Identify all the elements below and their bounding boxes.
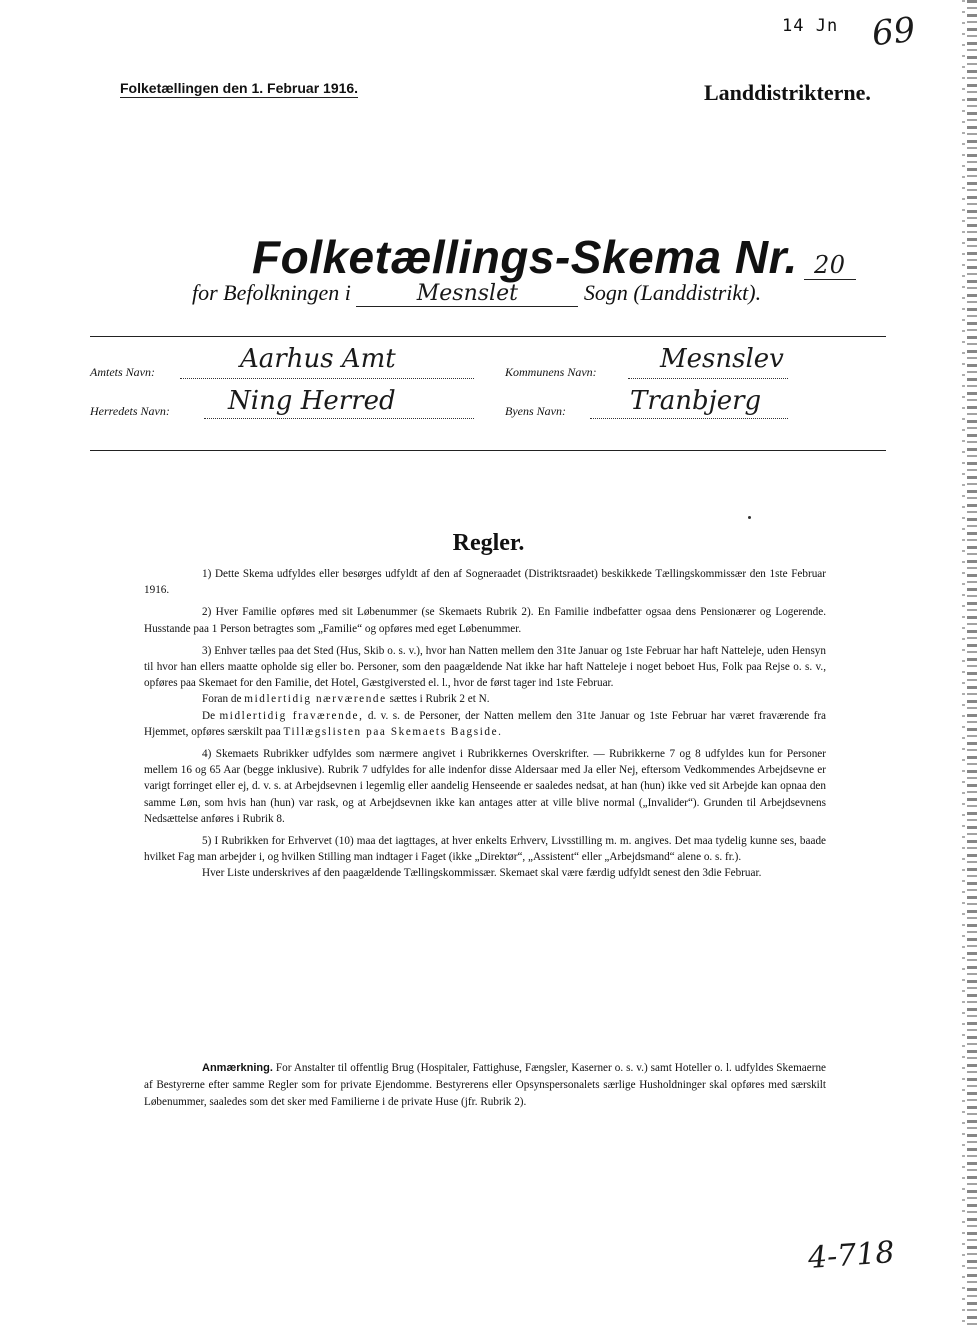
rule-3-present [144,691,826,707]
amt-value: Aarhus Amt [240,344,396,374]
by-value: Tranbjerg [630,386,762,416]
rule-6: Hver Liste underskrives af den paagældende Tællingskommissær. Skemaet skal være færdig udfyldt senest den 3die Februar. [202,867,762,880]
rule-4: 4) Skemaets Rubrikker udfyldes som nærmere angivet i Rubrikkernes Overskrifter. — Rubrikkerne 7 og 8 udfyldes kun for Personer mellem 16 og 65 Aar (begge inklusive). Rubrik 7 udfyldes for alle indenfor disse Aldersaar med Ja eller Nej, eftersom Vedkommendes Arbejdsevne er varigt forringet eller ej, d. v. s. at Arbejdsevnen i legemlig eller aandelig Henseende er saaledes nedsat, at han (hun) ikke ved sit Arbejde kan opnaa den samme Løn, som hvis han (hun) var rask, og at Arbejdsevnen ikke kan antages atter at ville blive normal („Invalider“). Grunden til Arbejdsevnens Nedsættelse anføres i Rubrik 8. [144,748,826,825]
rule-3-absent-pre: De [202,709,216,722]
rule-3-absent-mid: d. v. s. de Personer, der Natten mellem den 31te Januar og 1ste Februar har været fraværende fra Hjemmet, opføres særskilt paa [144,709,827,738]
rule-3-absent-spaced: midlertidig fraværende, [219,709,364,722]
rule-3-absent [144,708,826,740]
rule-5: 5) I Rubrikken for Erhvervet (10) maa det iagttages, at hver enkelts Erhverv, Livsstilling m. m. angives. Det maa tydelig kunne ses, baade hvilket Fag man arbejder i, og hvilken Stilling man indtager i Faget (ikke „Direktør“, „Assistent“ eller „Arbejdsmand“ alene o. s. fr.). [144,835,826,864]
rule-3-present-post: sættes i Rubrik 2 et N. [389,693,490,706]
rules-body [144,566,826,888]
archive-reference: 4-718 [806,1235,896,1276]
form-title [252,230,856,284]
note-label: Anmærkning. [202,1062,273,1074]
subtitle-prefix: for Befolkningen i [192,280,351,305]
form-title-text: Folketællings-Skema Nr. [252,231,798,283]
census-date-header: Folketællingen den 1. Februar 1916. [120,80,359,96]
rule-3-absent-spaced2: Tillægslisten paa Skemaets Bagside. [283,725,503,738]
rule-3: 3) Enhver tælles paa det Sted (Hus, Skib o. s. v.), hvor han Natten mellem den 31te Januar og 1ste Februar har haft Natteleje, uden Hensyn til hvor han ellers maatte opholde sig eller bo. Personer, som den paagældende Nat ikke har haft Natteleje i noget beboet Hus, Folk paa Rejse o. s. v., opføres paa Skemaet for den Familie, det Hotel, Gæstgiversted el. l., hvor de først tager ind 1ste Februar. [144,644,826,690]
rule-3-present-pre: Foran de [202,693,242,706]
herred-line [204,418,474,419]
form-number: 20 [804,251,856,280]
kommune-line [628,378,788,379]
rule-1: 1) Dette Skema udfyldes eller besørges udfyldt af den af Sogneraadet (Distriktsraadet) beskikkede Tællingskommissær den 1ste Februar 1916. [144,568,826,597]
divider-bottom [90,450,886,451]
subtitle-suffix: Sogn (Landdistrikt). [583,280,762,305]
scan-edge-inner [962,0,965,1325]
district-type-header: Landdistrikterne. [704,80,871,105]
by-line [590,418,788,419]
scan-speck [748,516,751,519]
rule-3-present-spaced: midlertidig nærværende [244,693,387,706]
stamp-number: 14 Jn [782,16,839,36]
herred-label: Herredets Navn: [90,404,170,418]
folio-number: 69 [870,9,918,55]
parish-name: Mesnslet [356,281,578,307]
by-label: Byens Navn: [505,404,566,418]
annotation-note [144,1060,826,1111]
kommune-value: Mesnslev [660,344,784,374]
rule-2: 2) Hver Familie opføres med sit Løbenummer (se Skemaets Rubrik 2). En Familie indbefatter ogsaa dens Pensionærer og Logerende. Husstande paa 1 Person betragtes som „Familie“ og opføres med eget Løbenummer. [144,606,826,635]
herred-value: Ning Herred [228,386,396,416]
kommune-label: Kommunens Navn: [505,365,597,379]
amt-label: Amtets Navn: [90,365,155,379]
form-subtitle [192,280,761,307]
rules-title: Regler. [452,530,525,556]
divider-top [90,336,886,337]
amt-line [180,378,474,379]
scan-edge [967,0,977,1325]
note-text: For Anstalter til offentlig Brug (Hospitaler, Fattighuse, Fængsler, Kaserner o. s. v.) samt Hoteller o. l. udfyldes Skemaerne af Bestyrerne efter samme Regler som for private Ejendomme. Bestyrerens eller Opsynspersonalets særlige Husholdninger skal opføres med særskilt Løbenummer, saaledes som det sker med Familierne i de private Huse (jfr. Rubrik 2). [144,1062,827,1108]
